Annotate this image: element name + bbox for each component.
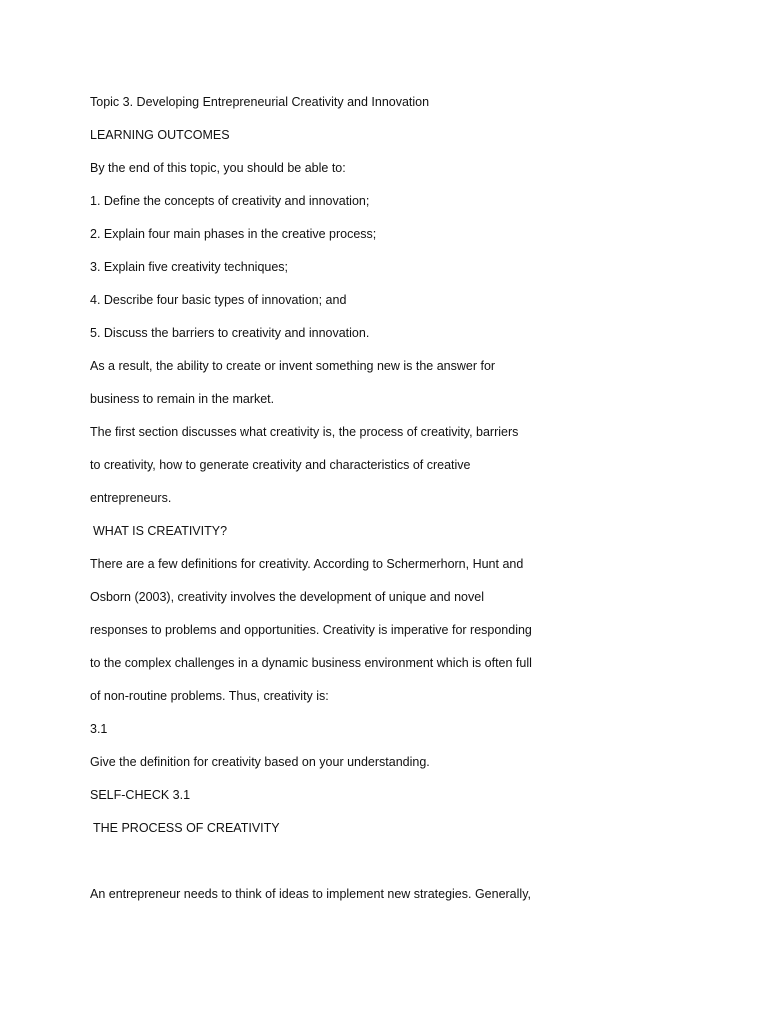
document-body xyxy=(90,94,710,902)
section-heading-process-of-creativity: THE PROCESS OF CREATIVITY xyxy=(93,821,280,835)
paragraph-line: business to remain in the market. xyxy=(90,392,275,406)
topic-title: Topic 3. Developing Entrepreneurial Creativity and Innovation xyxy=(90,95,430,109)
paragraph-line: of non-routine problems. Thus, creativity is: xyxy=(90,689,329,703)
outcome-item-2: 2. Explain four main phases in the creative process; xyxy=(90,227,377,241)
outcome-item-1: 1. Define the concepts of creativity and innovation; xyxy=(90,194,370,208)
paragraph-line: There are a few definitions for creativity. According to Schermerhorn, Hunt and xyxy=(90,557,524,571)
self-check-label: SELF-CHECK 3.1 xyxy=(90,788,191,802)
paragraph-line: Osborn (2003), creativity involves the development of unique and novel xyxy=(90,590,484,604)
section-heading-what-is-creativity: WHAT IS CREATIVITY? xyxy=(93,524,228,538)
paragraph-line: As a result, the ability to create or invent something new is the answer for xyxy=(90,359,496,373)
section-number: 3.1 xyxy=(90,722,108,736)
paragraph-line: to the complex challenges in a dynamic business environment which is often full xyxy=(90,656,532,670)
paragraph-line: to creativity, how to generate creativity and characteristics of creative xyxy=(90,458,471,472)
outcome-item-3: 3. Explain five creativity techniques; xyxy=(90,260,289,274)
intro-line: By the end of this topic, you should be able to: xyxy=(90,161,346,175)
paragraph-line: An entrepreneur needs to think of ideas to implement new strategies. Generally, xyxy=(90,887,531,901)
outcome-item-4: 4. Describe four basic types of innovation; and xyxy=(90,293,347,307)
self-check-question: Give the definition for creativity based on your understanding. xyxy=(90,755,430,769)
paragraph-line: entrepreneurs. xyxy=(90,491,172,505)
paragraph-line: responses to problems and opportunities. Creativity is imperative for responding xyxy=(90,623,532,637)
section-heading-learning-outcomes: LEARNING OUTCOMES xyxy=(90,128,230,142)
outcome-item-5: 5. Discuss the barriers to creativity and innovation. xyxy=(90,326,370,340)
paragraph-line: The first section discusses what creativity is, the process of creativity, barriers xyxy=(90,425,519,439)
